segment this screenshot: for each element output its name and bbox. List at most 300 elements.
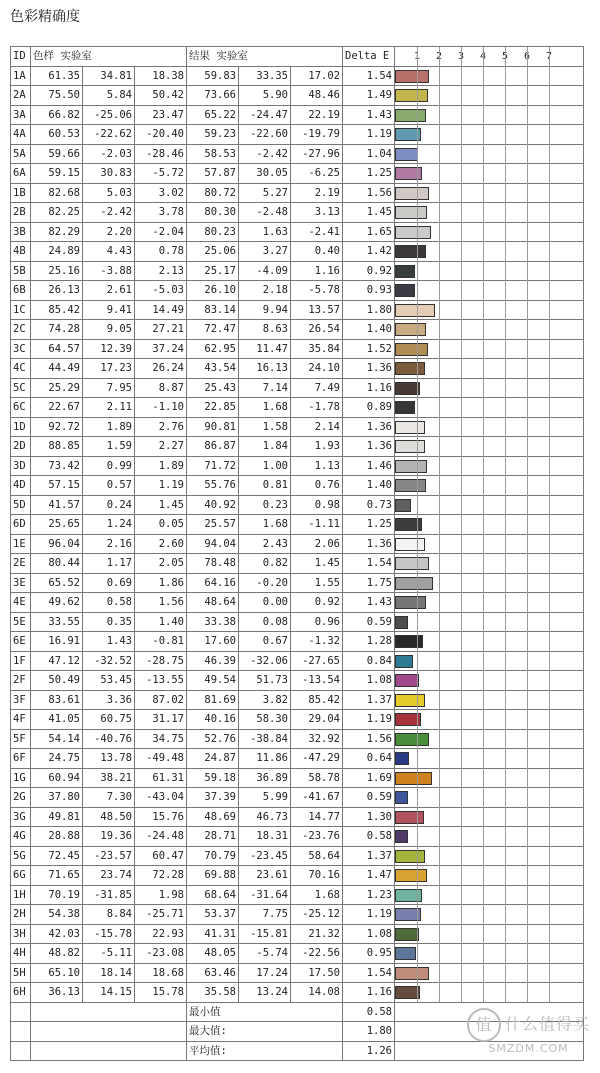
result-lab-l: 48.64 <box>187 593 239 613</box>
sample-lab-b: 87.02 <box>135 690 187 710</box>
result-lab-b: -41.67 <box>291 788 343 808</box>
delta-e-bar <box>395 908 421 921</box>
delta-e-bar-cell <box>395 924 584 944</box>
table-row <box>11 573 584 593</box>
delta-e-value: 1.16 <box>343 983 395 1003</box>
result-lab-a: 11.86 <box>239 749 291 769</box>
delta-e-bar-cell <box>395 125 584 145</box>
delta-e-value: 1.47 <box>343 866 395 886</box>
delta-e-bar <box>395 967 429 980</box>
delta-e-value: 1.46 <box>343 456 395 476</box>
sample-lab-l: 83.61 <box>31 690 83 710</box>
delta-e-value: 1.25 <box>343 515 395 535</box>
sample-lab-l: 60.53 <box>31 125 83 145</box>
delta-e-value: 1.40 <box>343 476 395 496</box>
sample-lab-l: 50.49 <box>31 671 83 691</box>
table-row <box>11 554 584 574</box>
result-lab-b: -25.12 <box>291 905 343 925</box>
result-lab-l: 70.79 <box>187 846 239 866</box>
result-lab-b: -1.32 <box>291 632 343 652</box>
row-id: 1H <box>11 885 31 905</box>
result-lab-b: 2.06 <box>291 534 343 554</box>
sample-lab-l: 73.42 <box>31 456 83 476</box>
table-row <box>11 963 584 983</box>
sample-lab-b: 1.56 <box>135 593 187 613</box>
table-row <box>11 515 584 535</box>
sample-lab-l: 82.68 <box>31 183 83 203</box>
header-delta-e: Delta E <box>343 47 395 67</box>
sample-lab-b: 8.87 <box>135 378 187 398</box>
watermark <box>467 1008 590 1055</box>
sample-lab-l: 75.50 <box>31 86 83 106</box>
sample-lab-l: 41.05 <box>31 710 83 730</box>
row-id: 1C <box>11 300 31 320</box>
sample-lab-a: -15.78 <box>83 924 135 944</box>
delta-e-value: 1.19 <box>343 125 395 145</box>
sample-lab-a: 4.43 <box>83 242 135 262</box>
delta-e-value: 1.42 <box>343 242 395 262</box>
table-row <box>11 846 584 866</box>
delta-e-bar <box>395 167 422 180</box>
sample-lab-a: 7.95 <box>83 378 135 398</box>
delta-e-value: 1.43 <box>343 105 395 125</box>
delta-e-bar <box>395 733 429 746</box>
result-lab-l: 52.76 <box>187 729 239 749</box>
header-sample: 色样 实验室 <box>31 47 187 67</box>
result-lab-a: 1.00 <box>239 456 291 476</box>
watermark-sub: SMZDM.COM <box>488 1042 569 1055</box>
row-id: 2H <box>11 905 31 925</box>
sample-lab-a: 2.20 <box>83 222 135 242</box>
result-lab-a: 1.68 <box>239 515 291 535</box>
table-row <box>11 749 584 769</box>
table-row <box>11 983 584 1003</box>
result-lab-b: 0.98 <box>291 495 343 515</box>
delta-e-value: 1.80 <box>343 300 395 320</box>
sample-lab-a: 1.17 <box>83 554 135 574</box>
result-lab-b: -1.78 <box>291 398 343 418</box>
result-lab-l: 94.04 <box>187 534 239 554</box>
table-row <box>11 125 584 145</box>
delta-e-value: 1.08 <box>343 924 395 944</box>
sample-lab-b: 22.93 <box>135 924 187 944</box>
sample-lab-b: 15.76 <box>135 807 187 827</box>
sample-lab-b: 50.42 <box>135 86 187 106</box>
table-row <box>11 222 584 242</box>
result-lab-l: 22.85 <box>187 398 239 418</box>
table-row <box>11 320 584 340</box>
row-id: 5C <box>11 378 31 398</box>
result-lab-b: 14.77 <box>291 807 343 827</box>
result-lab-l: 53.37 <box>187 905 239 925</box>
summary-label: 最小值 <box>187 1002 343 1022</box>
result-lab-l: 25.06 <box>187 242 239 262</box>
sample-lab-l: 48.82 <box>31 944 83 964</box>
result-lab-b: -27.96 <box>291 144 343 164</box>
result-lab-b: 0.40 <box>291 242 343 262</box>
delta-e-bar <box>395 265 415 278</box>
delta-e-value: 1.52 <box>343 339 395 359</box>
delta-e-bar-cell <box>395 963 584 983</box>
sample-lab-l: 82.29 <box>31 222 83 242</box>
delta-e-value: 0.73 <box>343 495 395 515</box>
sample-lab-a: -2.42 <box>83 203 135 223</box>
delta-e-bar <box>395 187 429 200</box>
sample-lab-l: 26.13 <box>31 281 83 301</box>
result-lab-a: 9.94 <box>239 300 291 320</box>
result-lab-a: -0.20 <box>239 573 291 593</box>
sample-lab-a: 48.50 <box>83 807 135 827</box>
delta-e-value: 1.56 <box>343 183 395 203</box>
result-lab-l: 41.31 <box>187 924 239 944</box>
sample-lab-b: 61.31 <box>135 768 187 788</box>
sample-lab-b: 23.47 <box>135 105 187 125</box>
sample-lab-b: -5.03 <box>135 281 187 301</box>
summary-label: 最大值: <box>187 1022 343 1042</box>
sample-lab-l: 37.80 <box>31 788 83 808</box>
result-lab-l: 25.43 <box>187 378 239 398</box>
sample-lab-l: 70.19 <box>31 885 83 905</box>
result-lab-b: 7.49 <box>291 378 343 398</box>
result-lab-l: 86.87 <box>187 437 239 457</box>
delta-e-value: 0.84 <box>343 651 395 671</box>
result-lab-l: 71.72 <box>187 456 239 476</box>
result-lab-l: 48.05 <box>187 944 239 964</box>
result-lab-b: 14.08 <box>291 983 343 1003</box>
result-lab-b: 32.92 <box>291 729 343 749</box>
result-lab-b: 85.42 <box>291 690 343 710</box>
row-id: 1G <box>11 768 31 788</box>
result-lab-a: 5.99 <box>239 788 291 808</box>
row-id: 2F <box>11 671 31 691</box>
sample-lab-a: 1.24 <box>83 515 135 535</box>
axis-tick-label: 5 <box>502 51 509 62</box>
delta-e-bar-cell <box>395 144 584 164</box>
header-row <box>11 47 584 67</box>
row-id: 4B <box>11 242 31 262</box>
sample-lab-l: 49.81 <box>31 807 83 827</box>
sample-lab-b: 34.75 <box>135 729 187 749</box>
row-id: 3E <box>11 573 31 593</box>
delta-e-value: 1.40 <box>343 320 395 340</box>
delta-e-bar <box>395 304 435 317</box>
sample-lab-b: 60.47 <box>135 846 187 866</box>
result-lab-l: 26.10 <box>187 281 239 301</box>
delta-e-bar <box>395 245 426 258</box>
result-lab-a: 0.81 <box>239 476 291 496</box>
table-row <box>11 300 584 320</box>
table-row <box>11 437 584 457</box>
sample-lab-l: 54.14 <box>31 729 83 749</box>
delta-e-value: 0.59 <box>343 788 395 808</box>
result-lab-b: 1.13 <box>291 456 343 476</box>
result-lab-a: 2.43 <box>239 534 291 554</box>
result-lab-b: -27.65 <box>291 651 343 671</box>
delta-e-value: 1.36 <box>343 417 395 437</box>
result-lab-a: -31.64 <box>239 885 291 905</box>
axis-tick-label: 2 <box>436 51 443 62</box>
result-lab-b: 21.32 <box>291 924 343 944</box>
sample-lab-a: 60.75 <box>83 710 135 730</box>
sample-lab-b: 18.68 <box>135 963 187 983</box>
delta-e-bar <box>395 889 422 902</box>
delta-e-bar-cell <box>395 788 584 808</box>
delta-e-bar-cell <box>395 378 584 398</box>
summary-value: 1.80 <box>343 1022 395 1042</box>
row-id: 3B <box>11 222 31 242</box>
sample-lab-b: -1.10 <box>135 398 187 418</box>
delta-e-bar-cell <box>395 554 584 574</box>
result-lab-a: 30.05 <box>239 164 291 184</box>
delta-e-value: 1.54 <box>343 963 395 983</box>
delta-e-value: 0.92 <box>343 261 395 281</box>
table-row <box>11 593 584 613</box>
sample-lab-a: 34.81 <box>83 66 135 86</box>
sample-lab-l: 25.16 <box>31 261 83 281</box>
sample-lab-b: 1.89 <box>135 456 187 476</box>
delta-e-bar-cell <box>395 222 584 242</box>
row-id: 3H <box>11 924 31 944</box>
delta-e-bar-cell <box>395 203 584 223</box>
row-id: 1E <box>11 534 31 554</box>
result-lab-a: 0.82 <box>239 554 291 574</box>
sample-lab-a: 1.89 <box>83 417 135 437</box>
result-lab-b: 26.54 <box>291 320 343 340</box>
sample-lab-b: 2.76 <box>135 417 187 437</box>
delta-e-bar-cell <box>395 866 584 886</box>
sample-lab-b: 1.45 <box>135 495 187 515</box>
sample-lab-l: 36.13 <box>31 983 83 1003</box>
result-lab-a: -38.84 <box>239 729 291 749</box>
sample-lab-b: -25.71 <box>135 905 187 925</box>
result-lab-a: 51.73 <box>239 671 291 691</box>
axis-tick-label: 7 <box>546 51 553 62</box>
delta-e-bar <box>395 518 422 531</box>
delta-e-bar <box>395 616 408 629</box>
delta-e-bar <box>395 850 425 863</box>
row-id: 5D <box>11 495 31 515</box>
summary-empty-sample <box>31 1002 187 1022</box>
result-lab-l: 49.54 <box>187 671 239 691</box>
row-id: 4C <box>11 359 31 379</box>
delta-e-bar <box>395 869 427 882</box>
result-lab-a: 7.14 <box>239 378 291 398</box>
result-lab-l: 28.71 <box>187 827 239 847</box>
axis-tick-label: 1 <box>414 51 421 62</box>
delta-e-bar <box>395 811 424 824</box>
sample-lab-l: 82.25 <box>31 203 83 223</box>
delta-e-bar <box>395 986 420 999</box>
table-row <box>11 944 584 964</box>
table-row <box>11 807 584 827</box>
delta-e-value: 1.36 <box>343 359 395 379</box>
sample-lab-b: 2.60 <box>135 534 187 554</box>
summary-value: 1.26 <box>343 1041 395 1061</box>
delta-e-value: 0.58 <box>343 827 395 847</box>
result-lab-l: 62.95 <box>187 339 239 359</box>
sample-lab-l: 57.15 <box>31 476 83 496</box>
row-id: 4F <box>11 710 31 730</box>
result-lab-a: -15.81 <box>239 924 291 944</box>
row-id: 4G <box>11 827 31 847</box>
sample-lab-a: -3.88 <box>83 261 135 281</box>
summary-empty-id <box>11 1002 31 1022</box>
row-id: 1F <box>11 651 31 671</box>
sample-lab-a: -2.03 <box>83 144 135 164</box>
result-lab-a: 36.89 <box>239 768 291 788</box>
sample-lab-l: 25.65 <box>31 515 83 535</box>
sample-lab-l: 60.94 <box>31 768 83 788</box>
delta-e-bar <box>395 655 413 668</box>
result-lab-a: 17.24 <box>239 963 291 983</box>
sample-lab-b: 27.21 <box>135 320 187 340</box>
result-lab-b: 24.10 <box>291 359 343 379</box>
result-lab-a: -23.45 <box>239 846 291 866</box>
delta-e-bar-cell <box>395 359 584 379</box>
delta-e-bar-cell <box>395 671 584 691</box>
delta-e-bar-cell <box>395 105 584 125</box>
table-row <box>11 612 584 632</box>
table-row <box>11 651 584 671</box>
sample-lab-l: 54.38 <box>31 905 83 925</box>
result-lab-l: 57.87 <box>187 164 239 184</box>
sample-lab-b: -49.48 <box>135 749 187 769</box>
delta-e-value: 0.93 <box>343 281 395 301</box>
result-lab-l: 35.58 <box>187 983 239 1003</box>
delta-e-bar <box>395 791 408 804</box>
sample-lab-b: -20.40 <box>135 125 187 145</box>
delta-e-bar-cell <box>395 612 584 632</box>
result-lab-l: 58.53 <box>187 144 239 164</box>
result-lab-a: 5.90 <box>239 86 291 106</box>
sample-lab-b: 3.02 <box>135 183 187 203</box>
delta-e-value: 1.49 <box>343 86 395 106</box>
result-lab-a: 0.00 <box>239 593 291 613</box>
delta-e-value: 1.19 <box>343 710 395 730</box>
sample-lab-b: 0.78 <box>135 242 187 262</box>
sample-lab-a: 38.21 <box>83 768 135 788</box>
result-lab-b: -23.76 <box>291 827 343 847</box>
result-lab-a: -22.60 <box>239 125 291 145</box>
result-lab-b: 0.96 <box>291 612 343 632</box>
table-row <box>11 866 584 886</box>
delta-e-value: 1.56 <box>343 729 395 749</box>
sample-lab-a: 1.43 <box>83 632 135 652</box>
sample-lab-b: -28.75 <box>135 651 187 671</box>
result-lab-b: -22.56 <box>291 944 343 964</box>
table-row <box>11 924 584 944</box>
sample-lab-b: 0.05 <box>135 515 187 535</box>
delta-e-bar-cell <box>395 281 584 301</box>
table-row <box>11 203 584 223</box>
delta-e-bar <box>395 70 429 83</box>
sample-lab-b: -43.04 <box>135 788 187 808</box>
result-lab-l: 25.17 <box>187 261 239 281</box>
delta-e-bar <box>395 89 428 102</box>
delta-e-value: 1.16 <box>343 378 395 398</box>
delta-e-value: 1.25 <box>343 164 395 184</box>
table-body <box>11 66 584 1002</box>
delta-e-bar-cell <box>395 905 584 925</box>
sample-lab-a: 5.84 <box>83 86 135 106</box>
sample-lab-b: 2.27 <box>135 437 187 457</box>
sample-lab-b: 26.24 <box>135 359 187 379</box>
result-lab-l: 90.81 <box>187 417 239 437</box>
result-lab-l: 65.22 <box>187 105 239 125</box>
result-lab-l: 80.23 <box>187 222 239 242</box>
sample-lab-b: 3.78 <box>135 203 187 223</box>
table-row <box>11 281 584 301</box>
delta-e-bar <box>395 947 416 960</box>
page-title: 色彩精确度 <box>10 9 80 25</box>
sample-lab-a: 0.35 <box>83 612 135 632</box>
delta-e-bar-cell <box>395 437 584 457</box>
result-lab-l: 80.72 <box>187 183 239 203</box>
table-row <box>11 359 584 379</box>
result-lab-a: 1.68 <box>239 398 291 418</box>
delta-e-bar-cell <box>395 944 584 964</box>
result-lab-b: -19.79 <box>291 125 343 145</box>
delta-e-bar-cell <box>395 846 584 866</box>
delta-e-value: 1.69 <box>343 768 395 788</box>
sample-lab-l: 96.04 <box>31 534 83 554</box>
delta-e-bar-cell <box>395 710 584 730</box>
delta-e-bar <box>395 772 432 785</box>
delta-e-bar-cell <box>395 573 584 593</box>
row-id: 6A <box>11 164 31 184</box>
sample-lab-l: 28.88 <box>31 827 83 847</box>
result-lab-l: 48.69 <box>187 807 239 827</box>
sample-lab-a: 0.57 <box>83 476 135 496</box>
delta-e-value: 0.95 <box>343 944 395 964</box>
sample-lab-b: -13.55 <box>135 671 187 691</box>
delta-e-bar-cell <box>395 398 584 418</box>
sample-lab-a: 12.39 <box>83 339 135 359</box>
result-lab-l: 37.39 <box>187 788 239 808</box>
sample-lab-a: 18.14 <box>83 963 135 983</box>
sample-lab-b: -24.48 <box>135 827 187 847</box>
delta-e-bar <box>395 928 419 941</box>
result-lab-l: 59.18 <box>187 768 239 788</box>
table-row <box>11 183 584 203</box>
delta-e-bar <box>395 674 419 687</box>
delta-e-bar-cell <box>395 320 584 340</box>
sample-lab-a: 23.74 <box>83 866 135 886</box>
table-row <box>11 885 584 905</box>
row-id: 3F <box>11 690 31 710</box>
result-lab-b: 1.16 <box>291 261 343 281</box>
delta-e-value: 1.19 <box>343 905 395 925</box>
result-lab-b: 17.50 <box>291 963 343 983</box>
row-id: 3D <box>11 456 31 476</box>
delta-e-bar-cell <box>395 183 584 203</box>
sample-lab-l: 42.03 <box>31 924 83 944</box>
sample-lab-a: 0.99 <box>83 456 135 476</box>
delta-e-value: 0.89 <box>343 398 395 418</box>
delta-e-bar <box>395 538 425 551</box>
table-row <box>11 164 584 184</box>
row-id: 3A <box>11 105 31 125</box>
row-id: 2G <box>11 788 31 808</box>
result-lab-l: 17.60 <box>187 632 239 652</box>
sample-lab-a: 0.24 <box>83 495 135 515</box>
sample-lab-l: 64.57 <box>31 339 83 359</box>
result-lab-b: 1.55 <box>291 573 343 593</box>
sample-lab-l: 65.52 <box>31 573 83 593</box>
color-accuracy-table <box>10 46 584 1061</box>
sample-lab-a: 53.45 <box>83 671 135 691</box>
row-id: 4H <box>11 944 31 964</box>
